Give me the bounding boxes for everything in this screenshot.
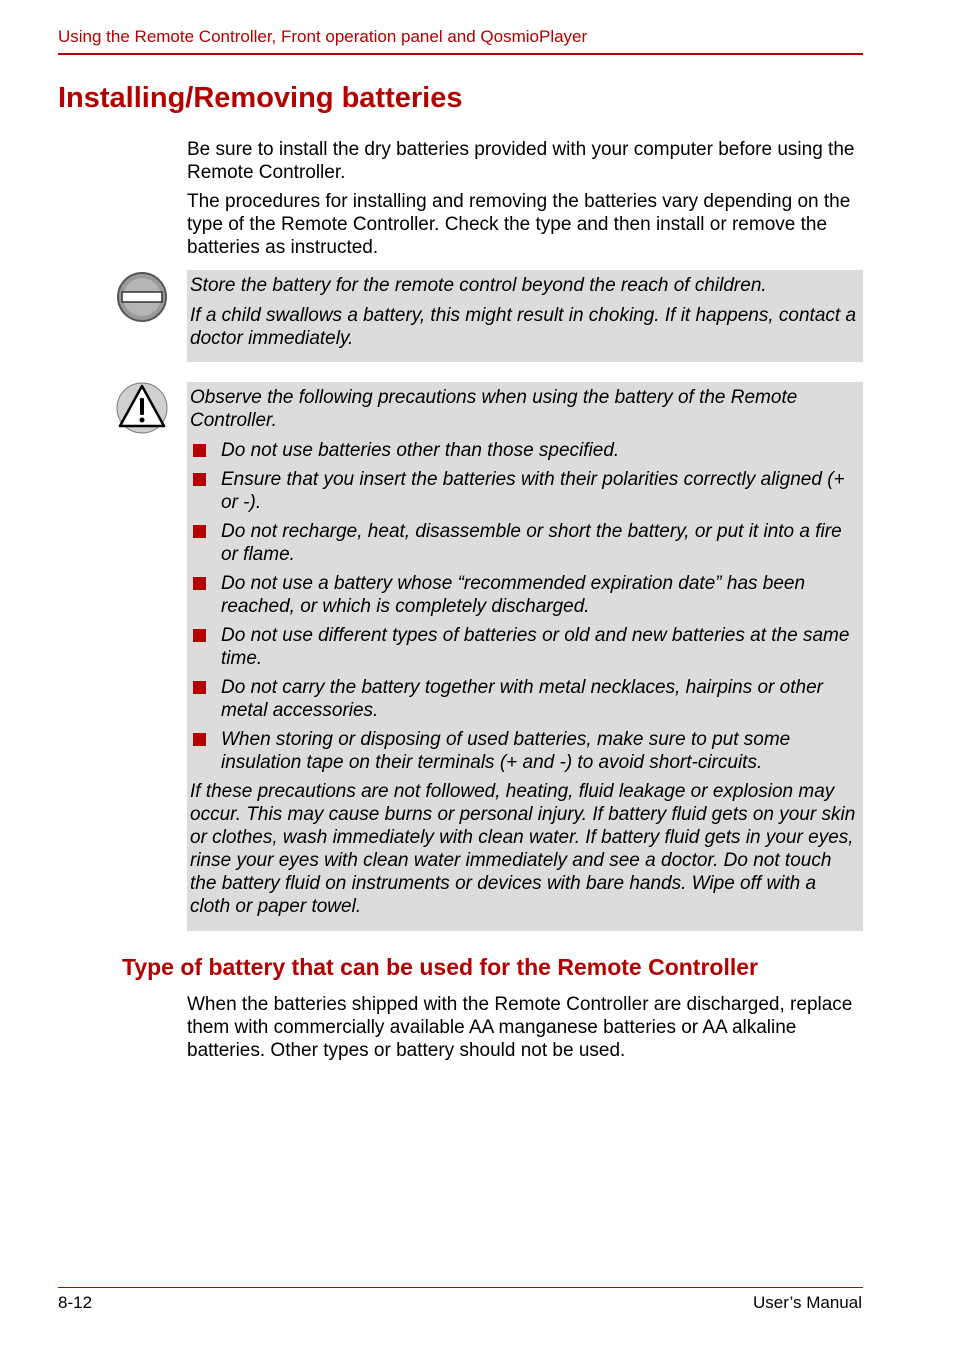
bullet-square-icon bbox=[193, 577, 206, 590]
bullet-square-icon bbox=[193, 629, 206, 642]
caution-box bbox=[187, 382, 863, 931]
subsection-paragraph: When the batteries shipped with the Remote Controller are discharged, replace them with commercially available AA manganese batteries or AA alkaline batteries. Other types or battery should not be used. bbox=[187, 994, 853, 1061]
subsection-title: Type of battery that can be used for the Remote Controller bbox=[122, 954, 758, 980]
bullet-square-icon bbox=[193, 733, 206, 746]
list-item: When storing or disposing of used batteries, make sure to put some insulation tape on their terminals (+ and -) to avoid short-circuits. bbox=[190, 728, 857, 774]
no-entry-icon bbox=[116, 271, 168, 323]
intro-paragraph-2: The procedures for installing and removing the batteries vary depending on the type of the Remote Controller. Check the type and then install or remove the batteries as instructed. bbox=[187, 191, 851, 258]
bullet-square-icon bbox=[193, 681, 206, 694]
page-number: 8-12 bbox=[58, 1293, 93, 1312]
list-item: Ensure that you insert the batteries with their polarities correctly aligned (+ or -). bbox=[190, 468, 857, 514]
footer-divider bbox=[58, 1287, 863, 1288]
warning-triangle-icon bbox=[116, 382, 168, 434]
list-item: Do not recharge, heat, disassemble or short the battery, or put it into a fire or flame. bbox=[190, 520, 857, 566]
warning-line-2: If a child swallows a battery, this might result in choking. If it happens, contact a doctor immediately. bbox=[190, 305, 857, 349]
intro-paragraph-1: Be sure to install the dry batteries provided with your computer before using the Remote Controller. bbox=[187, 139, 855, 183]
caution-intro: Observe the following precautions when using the battery of the Remote Controller. bbox=[190, 387, 798, 431]
list-item: Do not carry the battery together with metal necklaces, hairpins or other metal accessories. bbox=[190, 676, 857, 722]
running-header: Using the Remote Controller, Front operation panel and QosmioPlayer bbox=[58, 27, 588, 46]
warning-box bbox=[187, 270, 863, 362]
warning-line-1: Store the battery for the remote control beyond the reach of children. bbox=[190, 275, 767, 296]
precaution-list bbox=[190, 439, 857, 774]
list-item: Do not use a battery whose “recommended expiration date” has been reached, or which is completely discharged. bbox=[190, 572, 857, 618]
header-divider bbox=[58, 53, 863, 55]
bullet-square-icon bbox=[193, 444, 206, 457]
bullet-square-icon bbox=[193, 525, 206, 538]
bullet-square-icon bbox=[193, 473, 206, 486]
caution-closing: If these precautions are not followed, heating, fluid leakage or explosion may occur. This may cause burns or personal injury. If battery fluid gets on your skin or clothes, wash immediately with clean water. If battery fluid gets in your eyes, rinse your eyes with clean water immediately and see a doctor. Do not touch the battery fluid on instruments or devices with bare hands. Wipe off with a cloth or paper towel. bbox=[190, 781, 856, 917]
list-item: Do not use different types of batteries or old and new batteries at the same time. bbox=[190, 624, 857, 670]
manual-title: User’s Manual bbox=[753, 1293, 862, 1312]
page-title: Installing/Removing batteries bbox=[58, 82, 463, 114]
list-item: Do not use batteries other than those specified. bbox=[190, 439, 857, 462]
